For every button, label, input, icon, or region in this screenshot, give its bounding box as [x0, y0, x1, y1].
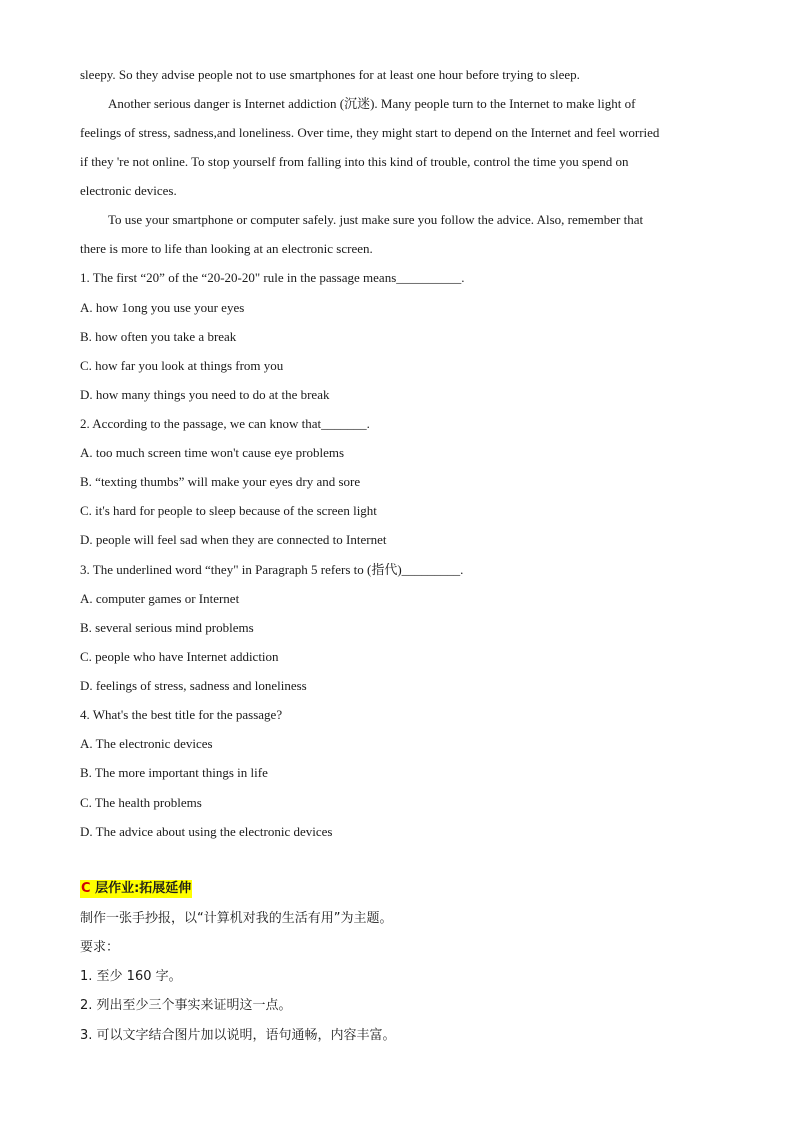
- answer-option: D. The advice about using the electronic devices: [80, 824, 333, 839]
- question-stem: 3. The underlined word “they" in Paragraph 5 refers to (指代)_________.: [80, 562, 464, 577]
- answer-option: C. how far you look at things from you: [80, 358, 284, 373]
- answer-option: C. it's hard for people to sleep because of the screen light: [80, 503, 377, 518]
- task-description: 制作一张手抄报，以“计算机对我的生活有用”为主题。: [80, 911, 393, 926]
- requirement-item: 3. 可以文字结合图片加以说明，语句通畅，内容丰富。: [80, 1028, 396, 1043]
- answer-option: B. The more important things in life: [80, 765, 268, 780]
- section-c-title: 层作业:拓展延伸: [90, 881, 192, 896]
- passage-line: To use your smartphone or computer safely. just make sure you follow the advice. Also, remember that: [108, 212, 644, 227]
- section-c-heading: [80, 880, 192, 898]
- passage-line: Another serious danger is Internet addiction (沉迷). Many people turn to the Internet to make light of: [108, 96, 636, 111]
- requirement-item: 1. 至少 160 字。: [80, 969, 182, 984]
- section-c-letter: C: [81, 881, 91, 896]
- passage-line: there is more to life than looking at an electronic screen.: [80, 241, 373, 256]
- passage-line: feelings of stress, sadness,and loneliness. Over time, they might start to depend on the Internet and feel worried: [80, 125, 660, 140]
- answer-option: B. several serious mind problems: [80, 620, 254, 635]
- passage-line: if they 're not online. To stop yourself from falling into this kind of trouble, control the time you spend on: [80, 154, 629, 169]
- answer-option: C. The health problems: [80, 795, 202, 810]
- question-stem: 4. What's the best title for the passage?: [80, 707, 283, 722]
- requirements-label: 要求：: [80, 940, 120, 955]
- answer-option: D. people will feel sad when they are connected to Internet: [80, 532, 387, 547]
- answer-option: B. “texting thumbs” will make your eyes dry and sore: [80, 474, 361, 489]
- question-stem: 1. The first “20” of the “20-20-20" rule in the passage means__________.: [80, 270, 465, 285]
- requirement-item: 2. 列出至少三个事实来证明这一点。: [80, 998, 292, 1013]
- answer-option: D. feelings of stress, sadness and loneliness: [80, 678, 307, 693]
- answer-option: A. computer games or Internet: [80, 591, 240, 606]
- answer-option: D. how many things you need to do at the break: [80, 387, 330, 402]
- answer-option: A. too much screen time won't cause eye problems: [80, 445, 345, 460]
- answer-option: C. people who have Internet addiction: [80, 649, 279, 664]
- answer-option: A. how 1ong you use your eyes: [80, 300, 245, 315]
- answer-option: B. how often you take a break: [80, 329, 237, 344]
- passage-line: sleepy. So they advise people not to use smartphones for at least one hour before trying to sleep.: [80, 67, 580, 82]
- answer-option: A. The electronic devices: [80, 736, 213, 751]
- question-stem: 2. According to the passage, we can know that_______.: [80, 416, 370, 431]
- passage-line: electronic devices.: [80, 183, 177, 198]
